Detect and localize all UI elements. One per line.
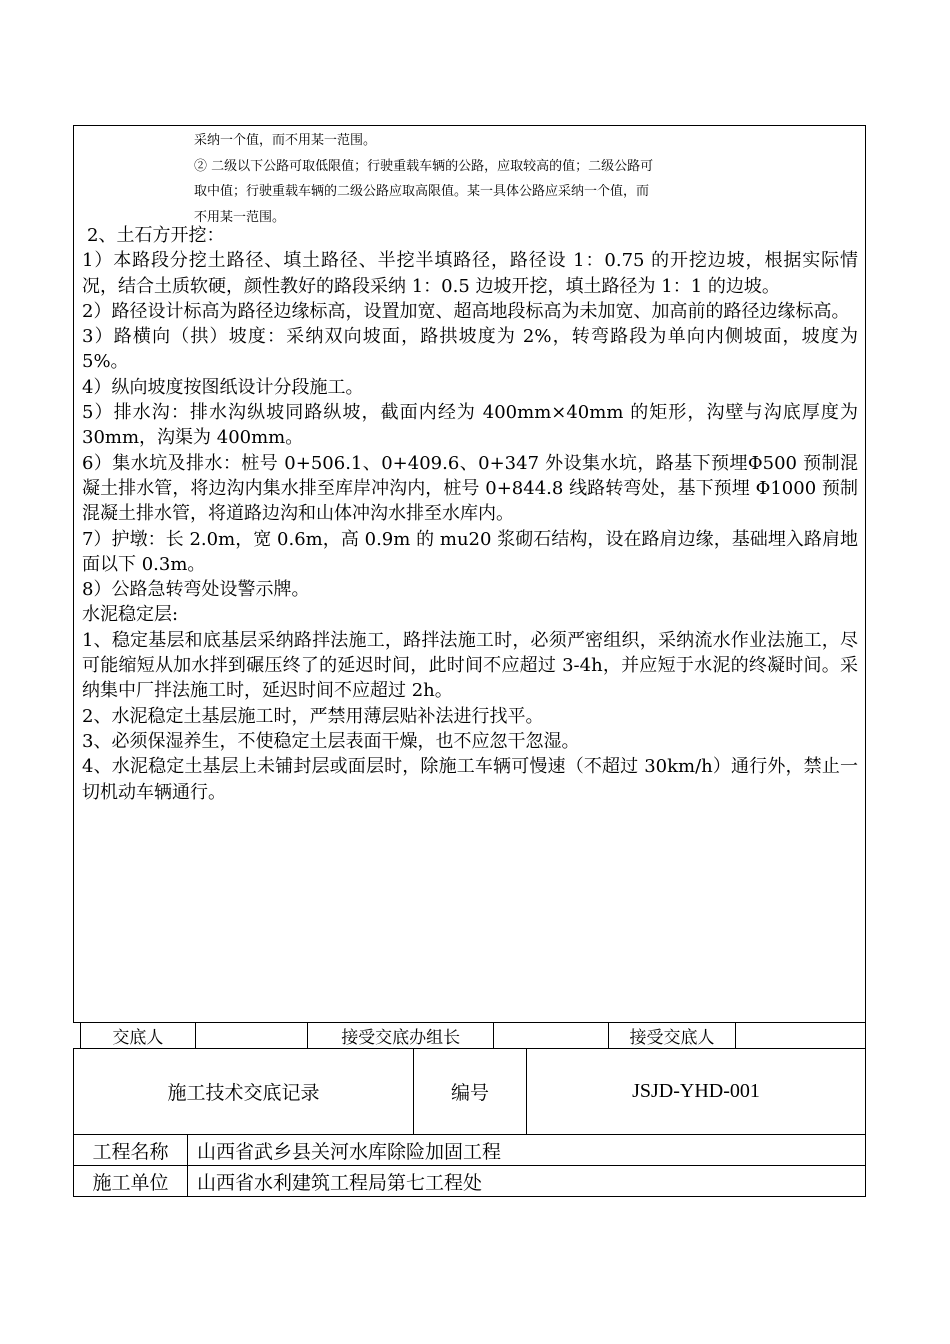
disclosure-content-box (73, 125, 866, 1023)
paragraph: 3）路横向（拱）坡度：采纳双向坡面，路拱坡度为 2%，转弯路段为单向内侧坡面，坡度为 5%。 (82, 326, 858, 373)
discloser-signature-cell[interactable] (196, 1023, 309, 1048)
construction-unit: 山西省水利建筑工程局第七工程处 (197, 1171, 483, 1194)
paragraph: 8）公路急转弯处设警示牌。 (82, 579, 310, 601)
team-leader-label: 接受交底办组长 (308, 1023, 494, 1048)
record-header-table (73, 1048, 866, 1197)
header-top-row (74, 1049, 865, 1135)
number-label: 编号 (414, 1049, 527, 1134)
paragraph: 6）集水坑及排水：桩号 0+506.1、0+409.6、0+347 外设集水坑，路基下预埋Φ500 预制混凝土排水管，将边沟内集水排至库岸冲沟内，桩号 0+844.8 线路转弯处，基下预埋 Φ1000 预制混凝土排水管，将道路边沟和山体冲沟水排至水库内。 (82, 452, 858, 525)
paragraph: 2、水泥稳定土基层施工时，严禁用薄层贴补法进行找平。 (82, 705, 544, 727)
note-line: ② 二级以下公路可取低限值；行驶重载车辆的公路，应取较高的值；二级公路可 (194, 158, 654, 174)
project-label: 工程名称 (74, 1135, 188, 1165)
note-line: 取中值；行驶重载车辆的二级公路应取高限值。某一具体公路应采纳一个值，而 (194, 184, 650, 199)
discloser-label: 交底人 (81, 1023, 196, 1048)
paragraph: 2）路径设计标高为路径边缘标高，设置加宽、超高地段标高为未加宽、加高前的路径边缘标高。 (82, 300, 850, 322)
paragraph: 4）纵向坡度按图纸设计分段施工。 (82, 376, 364, 398)
unit-label: 施工单位 (74, 1166, 188, 1196)
paragraph: 3、必须保湿养生，不使稳定土层表面干燥，也不应忽干忽湿。 (82, 730, 580, 752)
team-leader-signature-cell[interactable] (494, 1023, 609, 1048)
signature-row (80, 1023, 866, 1049)
unit-row (74, 1166, 865, 1196)
paragraph: 1、稳定基层和底基层采纳路拌法施工，路拌法施工时，必须严密组织，采纳流水作业法施工，尽可能缩短从加水拌到碾压终了的延迟时间，此时间不应超过 3-4h，并应短于水泥的终凝时间。采纳集中厂拌法施工时，延迟时间不应超过 2h。 (82, 629, 858, 702)
project-name: 山西省武乡县关河水库除险加固工程 (197, 1140, 502, 1163)
page-title: 施工技术交底记录 (74, 1049, 414, 1134)
note-line: 不用某一范围。 (194, 209, 286, 225)
paragraph: 4、水泥稳定土基层上未铺封层或面层时，除施工车辆可慢速（不超过 30km/h）通行外，禁止一切机动车辆通行。 (82, 756, 858, 803)
note-line: 采纳一个值，而不用某一范围。 (194, 133, 377, 148)
paragraph: 7）护墩：长 2.0m，宽 0.6m，高 0.9m 的 mu20 浆砌石结构，设在路肩边缘，基础埋入路肩地面以下 0.3m。 (82, 528, 858, 575)
section-heading-earthwork: 2、土石方开挖： (87, 225, 225, 246)
disclosure-body (82, 223, 858, 805)
paragraph: 1）本路段分挖土路径、填土路径、半挖半填路径，路径设 1：0.75 的开挖边坡，根据实际情况，结合土质软硬，颜性教好的路段采纳 1：0.5 边坡开挖，填土路径为 1：1 的边坡。 (82, 250, 858, 297)
record-number: JSJD-YHD-001 (632, 1080, 760, 1102)
section-heading-cement: 水泥稳定层: (82, 604, 179, 626)
paragraph: 5）排水沟：排水沟纵坡同路纵坡，截面内经为 400mm×40mm 的矩形，沟壁与沟底厚度为 30mm，沟渠为 400mm。 (82, 402, 858, 449)
receiver-signature-cell[interactable] (736, 1023, 865, 1048)
continued-notes (194, 128, 794, 230)
receiver-label: 接受交底人 (609, 1023, 737, 1048)
project-row (74, 1135, 865, 1166)
